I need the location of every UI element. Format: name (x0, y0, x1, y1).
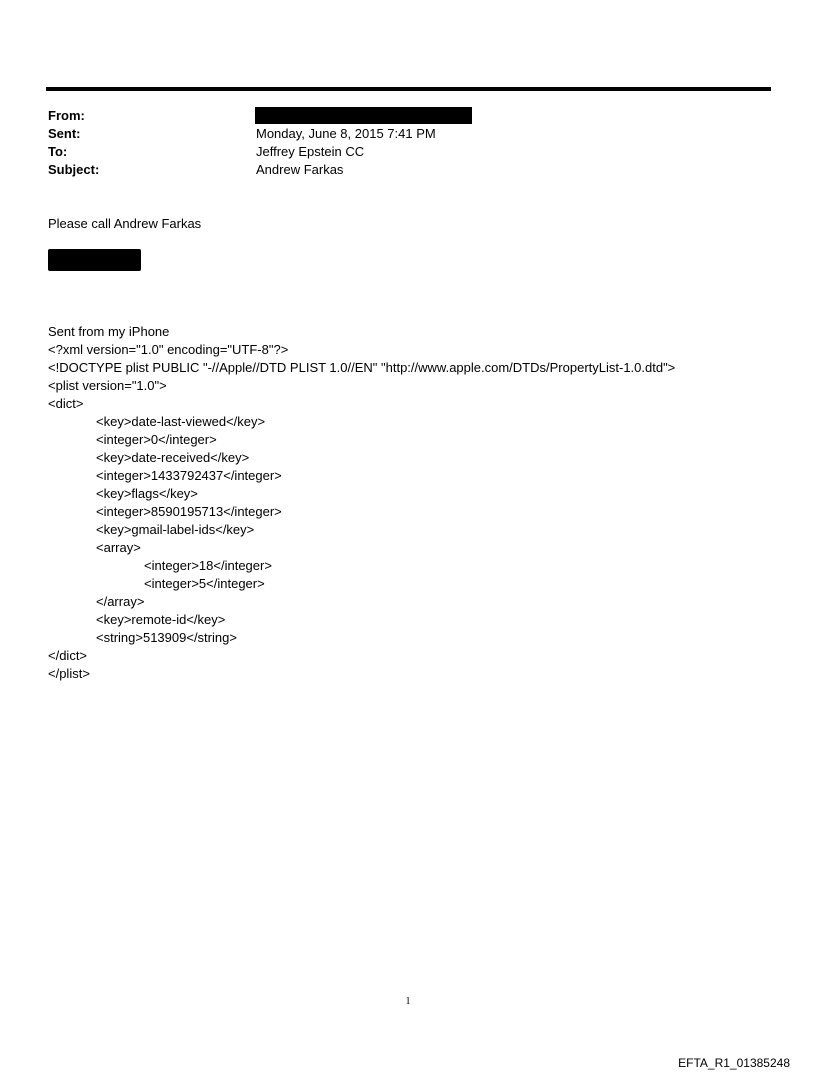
subject-value: Andrew Farkas (256, 162, 344, 177)
plist-line: <dict> (48, 396, 84, 411)
document-id: EFTA_R1_01385248 (678, 1056, 790, 1070)
plist-line: <integer>8590195713</integer> (96, 504, 282, 519)
plist-line: <integer>1433792437</integer> (96, 468, 282, 483)
sent-value: Monday, June 8, 2015 7:41 PM (256, 126, 436, 141)
redacted-sender (255, 107, 472, 124)
to-label: To: (48, 144, 68, 159)
message-text: Please call Andrew Farkas (48, 216, 202, 231)
plist-line: <?xml version="1.0" encoding="UTF-8"?> (48, 342, 289, 357)
plist-line: <key>date-received</key> (96, 450, 250, 465)
plist-line: <integer>0</integer> (96, 432, 217, 447)
plist-line: <array> (96, 540, 141, 555)
plist-line: <integer>18</integer> (144, 558, 272, 573)
plist-line: <key>gmail-label-ids</key> (96, 522, 255, 537)
redacted-block (48, 249, 141, 271)
sent-label: Sent: (48, 126, 81, 141)
plist-line: <key>remote-id</key> (96, 612, 226, 627)
from-label: From: (48, 108, 85, 123)
plist-line: <!DOCTYPE plist PUBLIC "-//Apple//DTD PLIST 1.0//EN" "http://www.apple.com/DTDs/PropertyList-1.0.dtd"> (48, 360, 676, 375)
plist-line: <key>flags</key> (96, 486, 198, 501)
header-rule (46, 87, 771, 91)
subject-label: Subject: (48, 162, 100, 177)
signature-text: Sent from my iPhone (48, 324, 170, 339)
page-number: 1 (405, 996, 411, 1007)
plist-line: </plist> (48, 666, 90, 681)
plist-line: <key>date-last-viewed</key> (96, 414, 266, 429)
plist-line: </dict> (48, 648, 88, 663)
to-value: Jeffrey Epstein CC (256, 144, 365, 159)
plist-line: <integer>5</integer> (144, 576, 265, 591)
plist-line: </array> (96, 594, 145, 609)
plist-line: <string>513909</string> (96, 630, 237, 645)
plist-line: <plist version="1.0"> (48, 378, 167, 393)
